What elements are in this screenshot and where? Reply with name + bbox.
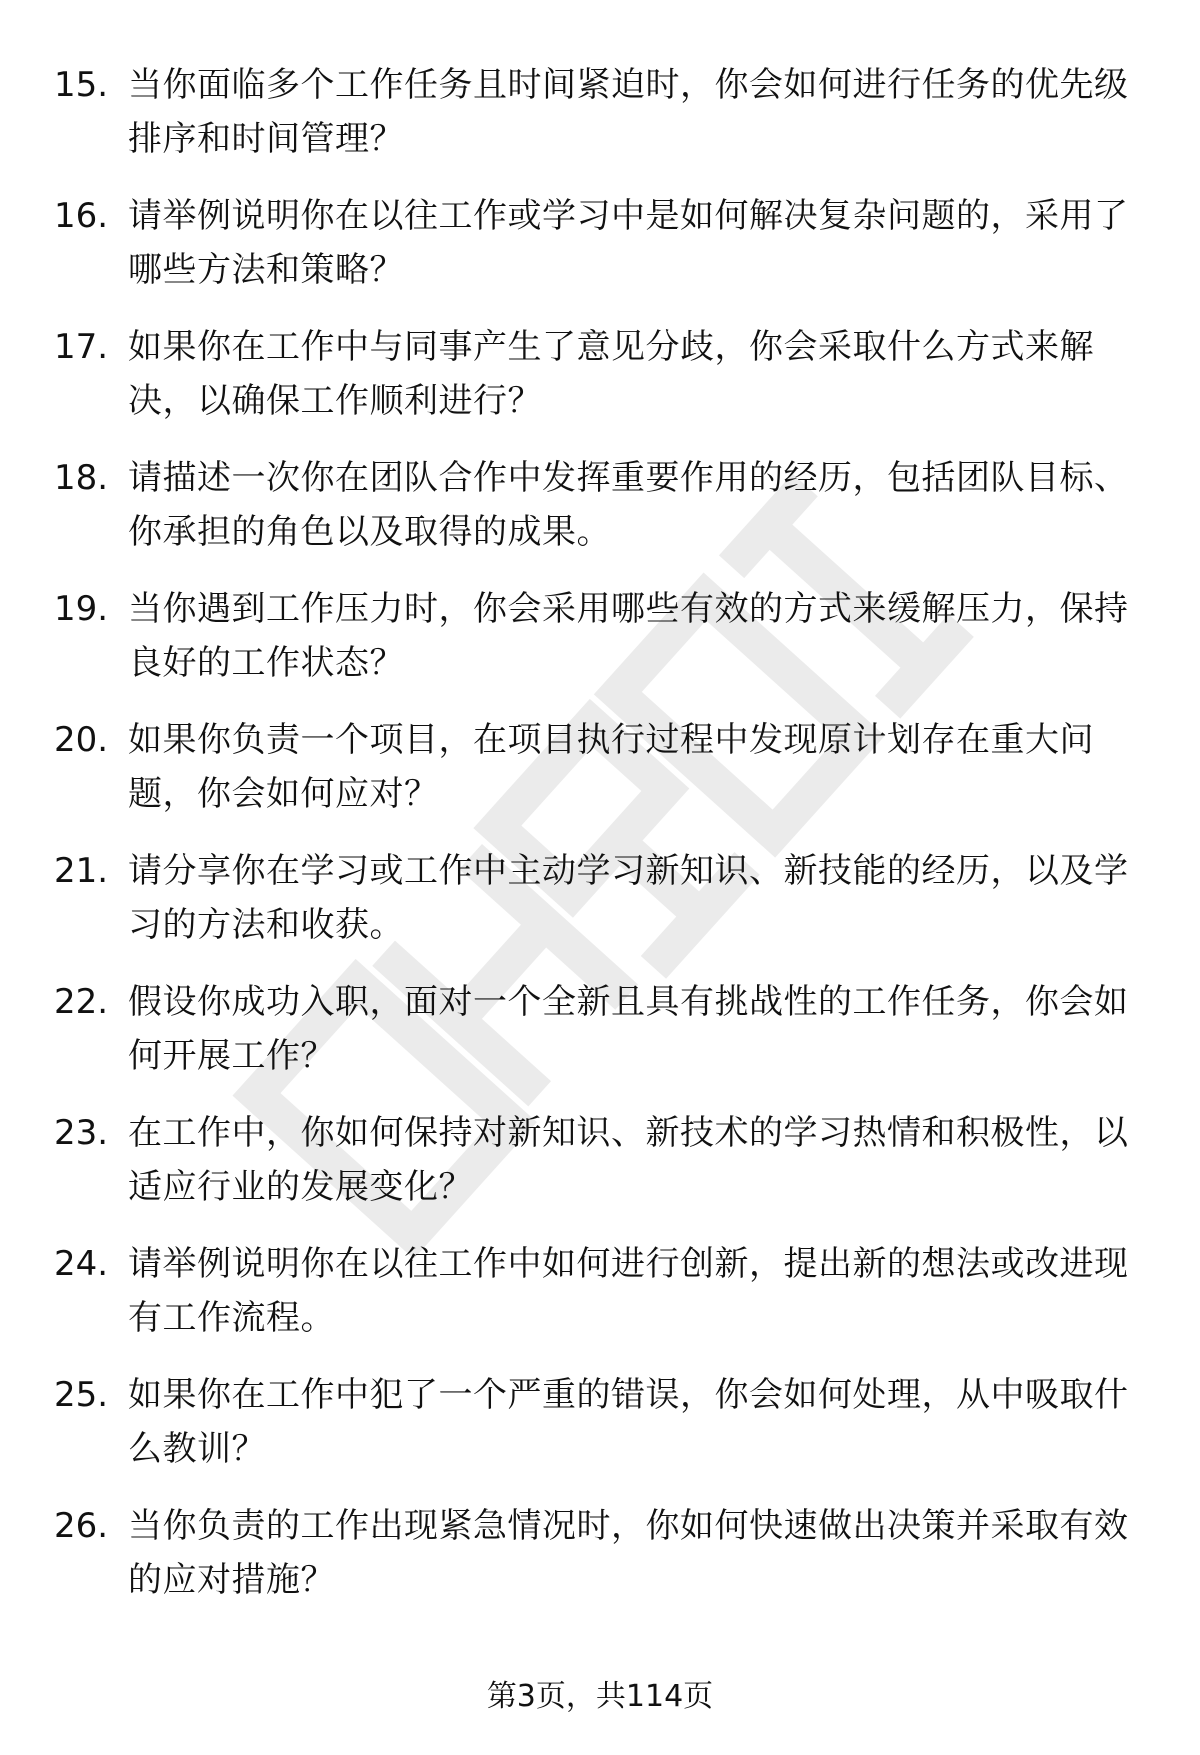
question-text: 在工作中，你如何保持对新知识、新技术的学习热情和积极性，以适应行业的发展变化？ [128,1113,1129,1207]
question-number: 15. [54,65,109,105]
question-item [0,844,1200,975]
question-number: 21. [54,851,109,891]
question-text: 如果你在工作中犯了一个严重的错误，你会如何处理，从中吸取什么教训？ [128,1375,1129,1469]
question-text: 假设你成功入职，面对一个全新且具有挑战性的工作任务，你会如何开展工作？ [128,982,1129,1076]
question-text: 如果你在工作中与同事产生了意见分歧，你会采取什么方式来解决，以确保工作顺利进行？ [128,327,1094,421]
question-item [0,975,1200,1106]
question-item [0,320,1200,451]
question-text: 当你负责的工作出现紧急情况时，你如何快速做出决策并采取有效的应对措施？ [128,1506,1129,1600]
question-item [0,451,1200,582]
question-item [0,582,1200,713]
question-item [0,189,1200,320]
question-number: 17. [54,327,109,367]
question-number: 26. [54,1506,109,1546]
question-item [0,58,1200,189]
question-text: 如果你负责一个项目，在项目执行过程中发现原计划存在重大问题，你会如何应对？ [128,720,1094,814]
question-item [0,713,1200,844]
question-item [0,1237,1200,1368]
question-item [0,1368,1200,1499]
question-text: 请分享你在学习或工作中主动学习新知识、新技能的经历，以及学习的方法和收获。 [128,851,1129,945]
page-footer [0,1677,1200,1717]
question-number: 18. [54,458,109,498]
question-text: 请举例说明你在以往工作或学习中是如何解决复杂问题的，采用了哪些方法和策略？ [128,196,1129,290]
question-number: 23. [54,1113,109,1153]
page-number-label: 第3页，共114页 [486,1679,714,1714]
question-number: 22. [54,982,109,1022]
question-text: 请描述一次你在团队合作中发挥重要作用的经历，包括团队目标、你承担的角色以及取得的成果。 [128,458,1129,552]
question-item [0,1106,1200,1237]
question-text: 请举例说明你在以往工作中如何进行创新，提出新的想法或改进现有工作流程。 [128,1244,1129,1338]
question-text: 当你面临多个工作任务且时间紧迫时，你会如何进行任务的优先级排序和时间管理？ [128,65,1129,159]
question-number: 19. [54,589,109,629]
question-number: 24. [54,1244,109,1284]
question-number: 16. [54,196,109,236]
question-item [0,1499,1200,1630]
question-number: 20. [54,720,109,760]
question-text: 当你遇到工作压力时，你会采用哪些有效的方式来缓解压力，保持良好的工作状态？ [128,589,1129,683]
question-list [0,58,1200,1630]
question-number: 25. [54,1375,109,1415]
